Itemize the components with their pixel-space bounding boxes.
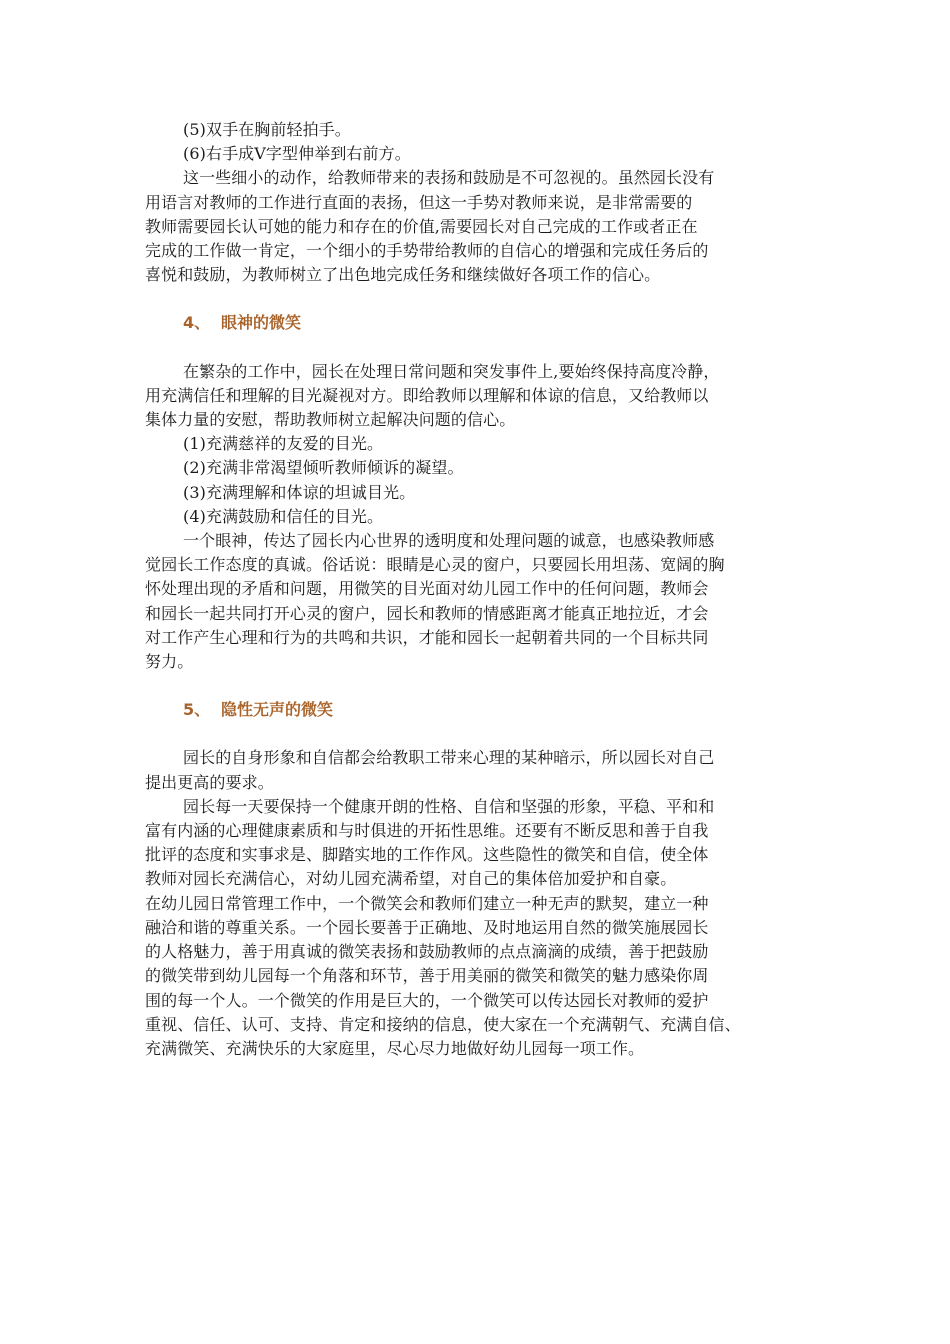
paragraph-smile-management — [145, 892, 810, 1061]
section-number: 4、 — [183, 313, 211, 333]
list-item: (5)双手在胸前轻拍手。 — [183, 120, 351, 139]
list-item: (1)充满慈祥的友爱的目光。 — [183, 434, 384, 454]
list-item: (2)充满非常渴望倾听教师倾诉的凝望。 — [183, 458, 464, 478]
text-line: 在繁杂的工作中，园长在处理日常问题和突发事件上,要始终保持高度冷静， — [183, 361, 720, 381]
text-line: 融洽和谐的尊重关系。一个园长要善于正确地、及时地运用自然的微笑施展园长 — [145, 917, 709, 937]
text-line: 富有内涵的心理健康素质和与时俱进的开拓性思维。还要有不断反思和善于自我 — [145, 821, 709, 841]
text-line: 完成的工作做一肯定，一个细小的手势带给教师的自信心的增强和完成任务后的 — [145, 241, 709, 261]
text-line: 集体力量的安慰，帮助教师树立起解决问题的信心。 — [145, 410, 516, 430]
text-line: 对工作产生心理和行为的共鸣和共识，才能和园长一起朝着共同的一个目标共同 — [145, 627, 709, 647]
text-line: 一个眼神，传达了园长内心世界的透明度和处理问题的诚意，也感染教师感 — [183, 531, 715, 551]
text-line: 围的每一个人。一个微笑的作用是巨大的，一个微笑可以传达园长对教师的爱护 — [145, 990, 709, 1010]
text-line: 这一些细小的动作，给教师带来的表扬和鼓励是不可忽视的。虽然园长没有 — [183, 168, 715, 188]
section-number: 5、 — [183, 700, 211, 720]
text-line: 在幼儿园日常管理工作中，一个微笑会和教师们建立一种无声的默契，建立一种 — [145, 893, 709, 913]
document-page — [145, 118, 810, 1061]
text-line: 和园长一起共同打开心灵的窗户，园长和教师的情感距离才能真正地拉近，才会 — [145, 603, 709, 623]
text-line: 的人格魅力，善于用真诚的微笑表扬和鼓励教师的点点滴滴的成绩，善于把鼓励 — [145, 942, 709, 962]
text-line: 教师对园长充满信心，对幼儿园充满希望，对自己的集体倍加爱护和自豪。 — [145, 869, 677, 889]
text-line: 努力。 — [145, 652, 194, 672]
section-title: 隐性无声的微笑 — [221, 700, 334, 720]
paragraph-gesture-praise — [145, 166, 810, 287]
text-line: 的微笑带到幼儿园每一个角落和环节，善于用美丽的微笑和微笑的魅力感染你周 — [145, 966, 709, 986]
paragraph-eye-contact — [145, 360, 810, 433]
list-item: (4)充满鼓励和信任的目光。 — [183, 506, 384, 526]
paragraph-eye-window — [145, 529, 810, 674]
section-heading-5 — [145, 698, 810, 722]
paragraph-daily-character — [145, 795, 810, 892]
text-line: 提出更高的要求。 — [145, 772, 274, 792]
text-line: 批评的态度和实事求是、脚踏实地的工作作风。这些隐性的微笑和自信，使全体 — [145, 845, 709, 865]
section-title: 眼神的微笑 — [221, 313, 302, 333]
text-line: 教师需要园长认可她的能力和存在的价值,需要园长对自己完成的工作或者正在 — [145, 216, 698, 236]
text-line: 觉园长工作态度的真诚。俗话说：眼睛是心灵的窗户，只要园长用坦荡、宽阔的胸 — [145, 555, 725, 575]
text-line: 园长的自身形象和自信都会给教职工带来心理的某种暗示，所以园长对自己 — [183, 748, 715, 768]
text-line: 充满微笑、充满快乐的大家庭里，尽心尽力地做好幼儿园每一项工作。 — [145, 1038, 645, 1058]
list-item: (3)充满理解和体谅的坦诚目光。 — [183, 482, 416, 502]
text-line: 喜悦和鼓励，为教师树立了出色地完成任务和继续做好各项工作的信心。 — [145, 265, 661, 285]
text-line: 园长每一天要保持一个健康开朗的性格、自信和坚强的形象，平稳、平和和 — [183, 796, 715, 816]
list-item: (6)右手成V字型伸举到右前方。 — [183, 144, 411, 164]
paragraph-self-image — [145, 746, 810, 794]
text-line: 重视、信任、认可、支持、肯定和接纳的信息，使大家在一个充满朝气、充满自信、 — [145, 1014, 741, 1034]
text-line: 用语言对教师的工作进行直面的表扬，但这一手势对教师来说，是非常需要的 — [145, 192, 693, 212]
text-line: 用充满信任和理解的目光凝视对方。即给教师以理解和体谅的信息，又给教师以 — [145, 385, 709, 405]
section-heading-4 — [145, 311, 810, 335]
text-line: 怀处理出现的矛盾和问题，用微笑的目光面对幼儿园工作中的任何问题，教师会 — [145, 579, 709, 599]
